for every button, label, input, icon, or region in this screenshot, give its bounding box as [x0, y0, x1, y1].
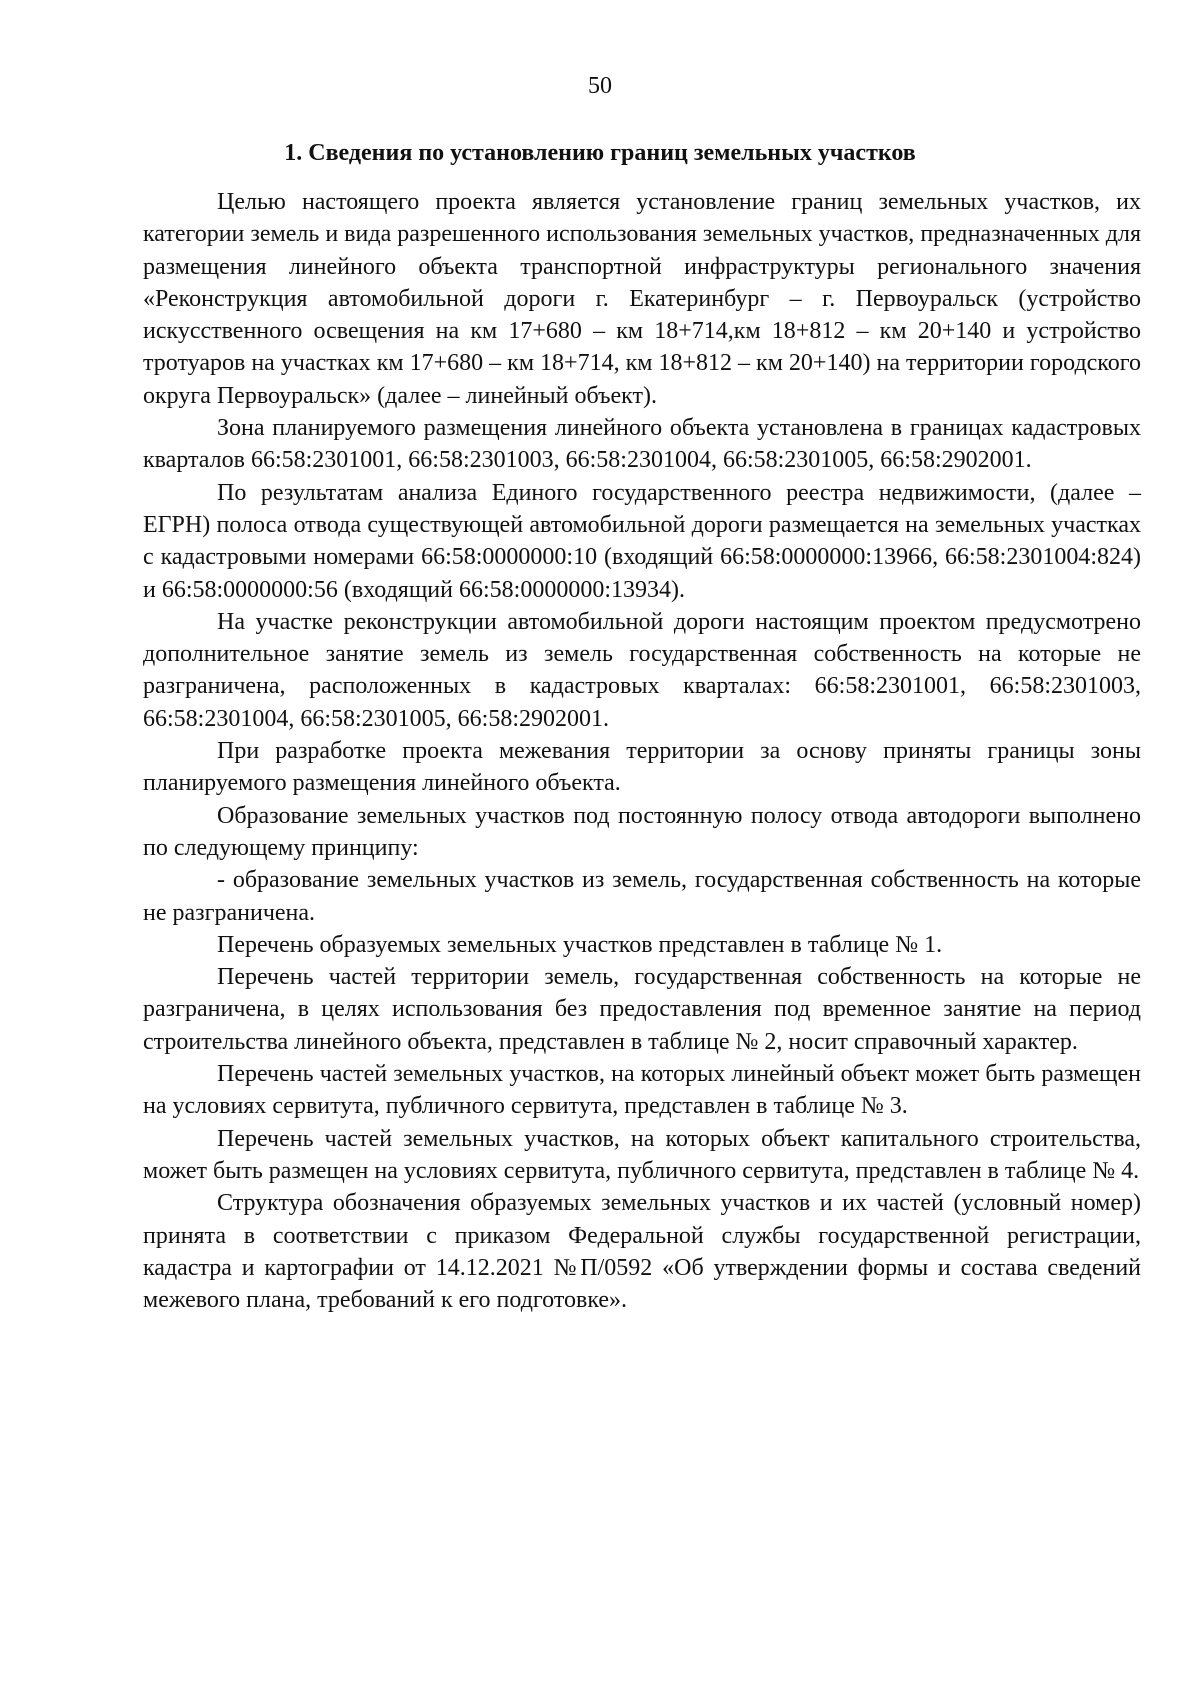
- body-text: [143, 186, 1141, 1316]
- paragraph-basis: При разработке проекта межевания территории за основу приняты границы зоны планируемого размещения линейного объекта.: [143, 738, 1141, 797]
- paragraph-table-2: Перечень частей территории земель, государственная собственность на которые не разграничена, в целях использования без предоставления под временное занятие на период строительства линейного объекта, представлен в таблице № 2, носит справочный характер.: [143, 964, 1141, 1055]
- paragraph-table-1: Перечень образуемых земельных участков представлен в таблице № 1.: [217, 931, 943, 958]
- paragraph-table-4: Перечень частей земельных участков, на которых объект капитального строительства, может быть размещен на условиях сервитута, публичного сервитута, представлен в таблице № 4.: [143, 1125, 1141, 1184]
- paragraph-egrn-analysis: По результатам анализа Единого государственного реестра недвижимости, (далее – ЕГРН) полоса отвода существующей автомобильной дороги размещается на земельных участках с кадастровыми номерами 66:58:0000000:10 (входящий 66:58:0000000:13966, 66:58:2301004:824) и 66:58:0000000:56 (входящий 66:58:0000000:13934).: [143, 479, 1141, 603]
- paragraph-purpose: Целью настоящего проекта является установление границ земельных участков, их категории земель и вида разрешенного использования земельных участков, предназначенных для размещения линейного объекта транспортной инфраструктуры регионального значения «Реконструкция автомобильной дороги г. Екатеринбург – г. Первоуральск (устройство искусственного освещения на км 17+680 – км 18+714,км 18+812 – км 20+140 и устройство тротуаров на участках км 17+680 – км 18+714, км 18+812 – км 20+140) на территории городского округа Первоуральск» (далее – линейный объект).: [143, 189, 1141, 409]
- page-number: 50: [588, 73, 612, 99]
- section-heading: 1. Сведения по установлению границ земельных участков: [284, 140, 916, 166]
- paragraph-zone: Зона планируемого размещения линейного объекта установлена в границах кадастровых кварталов 66:58:2301001, 66:58:2301003, 66:58:2301004, 66:58:2301005, 66:58:2902001.: [143, 415, 1141, 474]
- paragraph-numbering-structure: Структура обозначения образуемых земельных участков и их частей (условный номер) принята в соответствии с приказом Федеральной службы государственной регистрации, кадастра и картографии от 14.12.2021 №П/0592 «Об утверждении формы и состава сведений межевого плана, требований к его подготовке».: [143, 1190, 1141, 1314]
- paragraph-table-3: Перечень частей земельных участков, на которых линейный объект может быть размещен на условиях сервитута, публичного сервитута, представлен в таблице № 3.: [143, 1061, 1141, 1120]
- paragraph-principle-item: - образование земельных участков из земель, государственная собственность на которые не разграничена.: [143, 867, 1141, 926]
- paragraph-additional-land: На участке реконструкции автомобильной дороги настоящим проектом предусмотрено дополнительное занятие земель из земель государственная собственность на которые не разграничена, расположенных в кадастровых кварталах: 66:58:2301001, 66:58:2301003, 66:58:2301004, 66:58:2301005, 66:58:2902001.: [143, 608, 1141, 732]
- paragraph-formation-principle: Образование земельных участков под постоянную полосу отвода автодороги выполнено по следующему принципу:: [143, 802, 1141, 861]
